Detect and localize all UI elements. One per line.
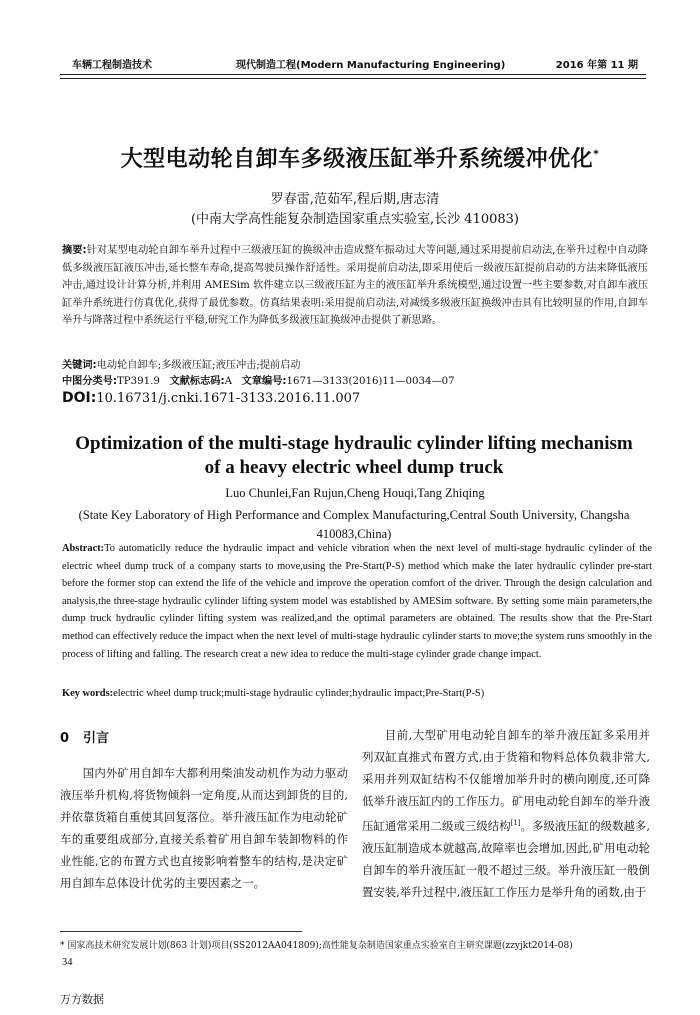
english-abstract: Abstract:To automaticlly reduce the hydraulic impact and vehicle vibration when the next level of multi-stage hydraulic cylinder of the electric wheel dump truck of a company starts to move,using the Pre-Start(P-S) method which make the later hydraulic cylinder pre-start before the former stop can extend the life of the vehicle and improve the operation comfort of the driver. Through the design calculation and analysis,the three-stage hydraulic cylinder lifting system model was established by AMESim software. By setting some main parameters,the dump truck hydraulic cylinder lifting system was realized,and the optimal parameters are obtained. The results show that the Pre-Start method can effectively reduce the impact when the next level of multi-stage hydraulic cylinder starts to move;the system runs smoothly in the process of lifting and falling. The research creat a new idea to reduce the multi-stage cylinder grade change impact. [62, 543, 652, 660]
body-right-column [362, 724, 650, 903]
citation-ref[interactable]: [1] [510, 819, 521, 827]
footnote: * 国家高技术研究发展计划(863 计划)项目(SS2012AA041809);高性能复杂制造国家重点实验室自主研究课题(zzyjkt2014-08) [60, 941, 573, 951]
header-rule-bottom [60, 78, 646, 79]
journal-section-label: 车辆工程制造技术 [72, 60, 152, 71]
chinese-abstract: 摘要:针对某型电动轮自卸车举升过程中三级液压缸的换级冲击造成整车振动过大等问题,通过采用提前启动法,在举升过程中自动降低多级液压缸液压冲击,延长整车寿命,提高驾驶员操作舒适性。采用提前启动法,即采用使后一级液压缸提前启动的方法来降低液压冲击,通过设计计算分析,并利用 AMESim 软件建立以三级液压缸为主的液压缸举升系统模型,通过设置一些主要参数,对自卸车液压缸举升系统进行仿真优化,获得了最优参数。仿真结果表明:采用提前启动法,对减缓多级液压缸换级冲击具有比较明显的作用,自卸车举升与降落过程中系统运行平稳,研究工作为降低多级液压缸换级冲击提供了新思路。 [62, 245, 648, 326]
english-keywords: Key words:electric wheel dump truck;multi-stage hydraulic cylinder;hydraulic impact;Pre-Start(P-S) [62, 688, 485, 699]
chinese-authors: 罗春雷,范茹军,程后期,唐志清 [270, 192, 440, 207]
doi: DOI:10.16731/j.cnki.1671-3133.2016.11.007 [62, 390, 361, 406]
english-title: Optimization of the multi-stage hydraulic cylinder lifting mechanism of a heavy electric wheel dump truck [75, 433, 633, 478]
issue-label: 2016 年第 11 期 [555, 60, 638, 71]
english-affiliation: (State Key Laboratory of High Performance and Complex Manufacturing,Central South University, Changsha 410083,China) [78, 508, 630, 541]
chinese-title: 大型电动轮自卸车多级液压缸举升系统缓冲优化* [120, 147, 600, 172]
classification-line: 中图分类号:TP391.9 文献标志码:A 文章编号:1671—3133(2016)11—0034—07 [62, 376, 455, 387]
header-rule-top [60, 74, 646, 75]
watermark: 万方数据 [60, 993, 104, 1006]
journal-name: 现代制造工程(Modern Manufacturing Engineering) [236, 60, 506, 71]
body-paragraph: 国内外矿用自卸车大都利用柴油发动机作为动力驱动液压举升机构,将货物倾斜一定角度,从而达到卸货的目的,并依靠货箱自重使其回复落位。举升液压缸作为电动轮矿车的重要组成部分,直接关系着矿用自卸车装卸物料的作业性能,它的布置方式也直接影响着整车的结构,是决定矿用自卸车总体设计优劣的主要因素之一。 [60, 766, 348, 890]
chinese-keywords: 关键词:电动轮自卸车;多级液压缸;液压冲击;提前启动 [62, 360, 301, 371]
body-left-column [60, 724, 348, 894]
body-paragraph: 目前,大型矿用电动轮自卸车的举升液压缸多采用并列双缸直推式布置方式,由于货箱和物料总体负载非常大,采用并列双缸结构不仅能增加举升时的横向刚度,还可降低举升液压缸内的工作压力。矿用电动轮自卸车的举升液压缸通常采用二级或三级结构[1]。多级液压缸的级数越多,液压缸制造成本就越高,故障率也会增加,因此,矿用电动轮自卸车的举升液压缸一般不超过三级。举升液压缸一般倒置安装,举升过程中,液压缸工作压力是举升角的函数,由于 [362, 728, 650, 899]
english-authors: Luo Chunlei,Fan Rujun,Cheng Houqi,Tang Zhiqing [225, 486, 485, 500]
chinese-affiliation: (中南大学高性能复杂制造国家重点实验室,长沙 410083) [190, 212, 520, 227]
page-number: 34 [62, 957, 73, 968]
section-heading: 0 引言 [60, 731, 110, 746]
footnote-rule [60, 931, 302, 932]
title-footnote-mark: * [593, 147, 600, 161]
